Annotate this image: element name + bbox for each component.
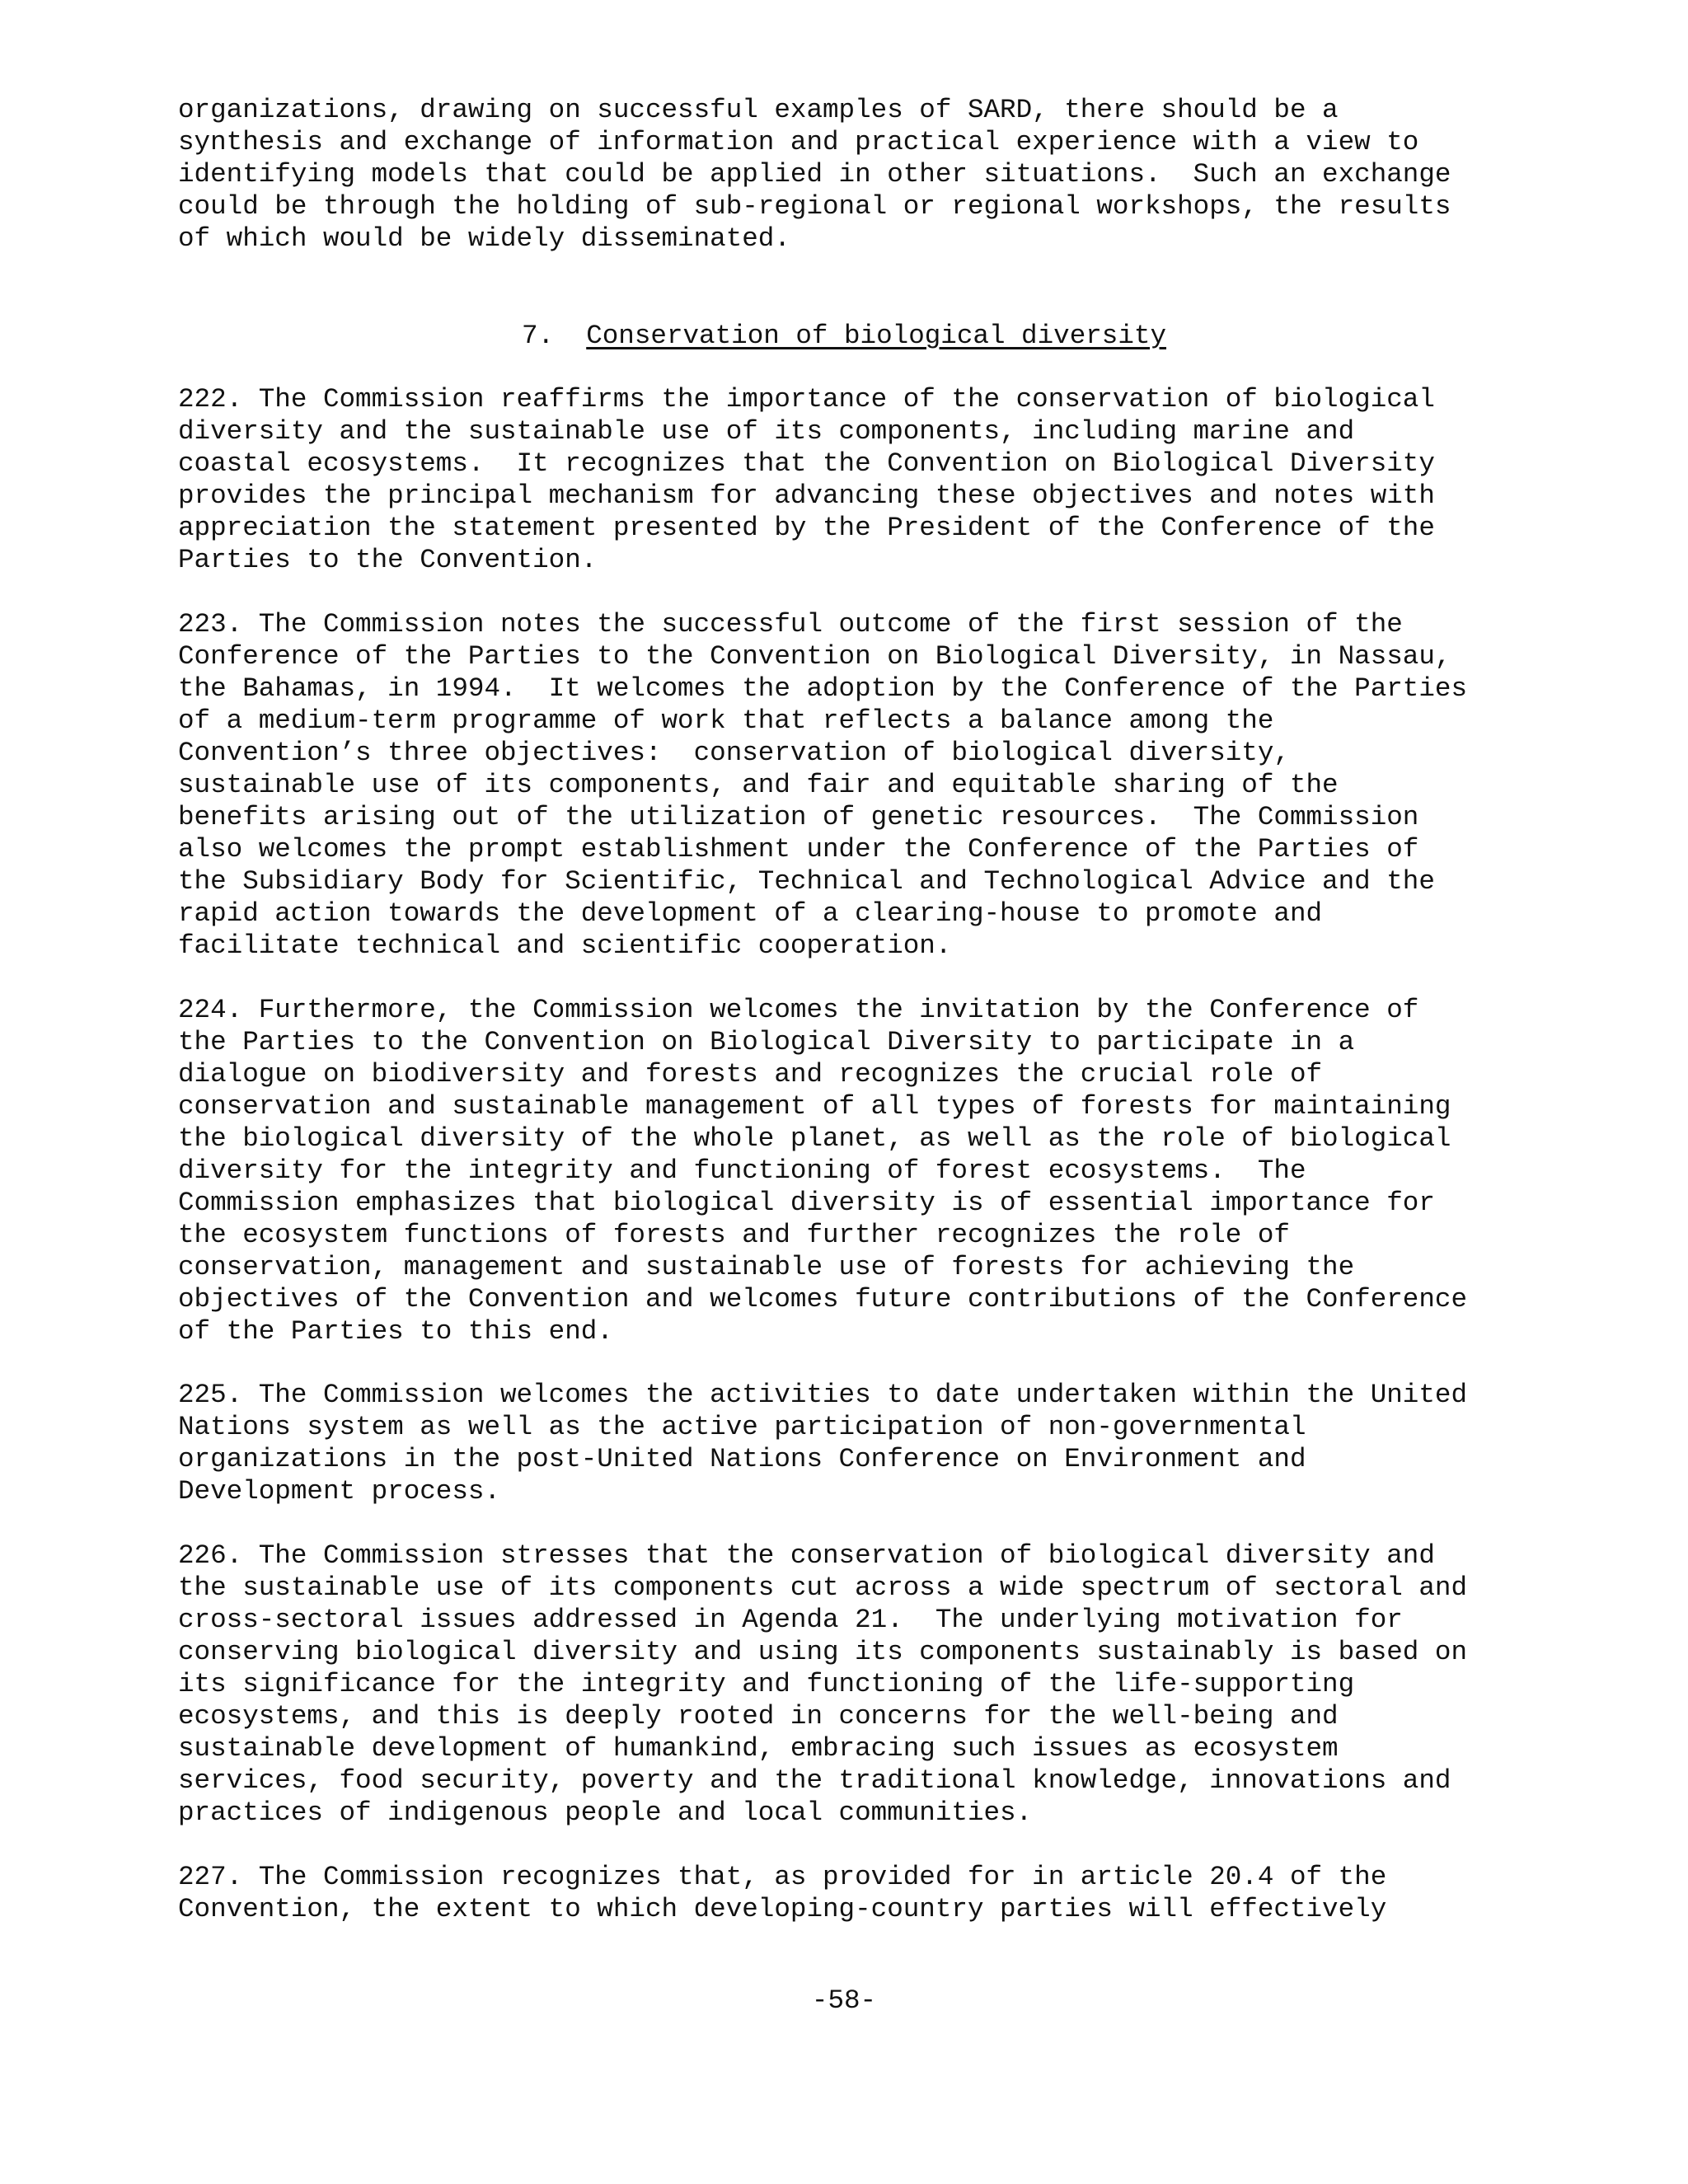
text-line: the biological diversity of the whole planet, as well as the role of biological bbox=[178, 1123, 1451, 1154]
text-line: the ecosystem functions of forests and further recognizes the role of bbox=[178, 1220, 1290, 1250]
page-number: -58- bbox=[811, 1985, 877, 2016]
text-line: provides the principal mechanism for advancing these objectives and notes with bbox=[178, 480, 1435, 511]
paragraph-224 bbox=[178, 994, 1662, 1347]
text-line: organizations in the post-United Nations Conference on Environment and bbox=[178, 1444, 1306, 1474]
text-line: Convention’s three objectives: conservation of biological diversity, bbox=[178, 738, 1290, 768]
text-line: conservation and sustainable management of all types of forests for maintaining bbox=[178, 1091, 1451, 1122]
text-line: organizations, drawing on successful examples of SARD, there should be a bbox=[178, 95, 1339, 125]
text-line: 223. The Commission notes the successful outcome of the first session of the bbox=[178, 609, 1403, 640]
paragraph-225 bbox=[178, 1379, 1662, 1507]
text-line: diversity and the sustainable use of its components, including marine and bbox=[178, 416, 1355, 447]
text-line: objectives of the Convention and welcomes future contributions of the Conference bbox=[178, 1284, 1468, 1315]
text-line: the Bahamas, in 1994. It welcomes the adoption by the Conference of the Parties bbox=[178, 673, 1468, 704]
text-line: facilitate technical and scientific cooperation. bbox=[178, 930, 952, 961]
text-line: 224. Furthermore, the Commission welcomes the invitation by the Conference of bbox=[178, 995, 1419, 1025]
text-line: conserving biological diversity and using its components sustainably is based on bbox=[178, 1637, 1468, 1667]
paragraph-226 bbox=[178, 1540, 1662, 1829]
paragraph-227 bbox=[178, 1861, 1662, 1925]
text-line: Commission emphasizes that biological diversity is of essential importance for bbox=[178, 1188, 1435, 1218]
text-line: Convention, the extent to which developing-country parties will effectively bbox=[178, 1894, 1387, 1924]
text-line: 222. The Commission reaffirms the importance of the conservation of biological bbox=[178, 384, 1435, 415]
section-number: 7. bbox=[521, 321, 555, 351]
text-line: cross-sectoral issues addressed in Agenda 21. The underlying motivation for bbox=[178, 1605, 1403, 1635]
text-line: of a medium-term programme of work that reflects a balance among the bbox=[178, 705, 1274, 736]
text-line: of which would be widely disseminated. bbox=[178, 223, 790, 254]
text-line: the Subsidiary Body for Scientific, Technical and Technological Advice and the bbox=[178, 866, 1435, 897]
section-title: Conservation of biological diversity bbox=[586, 321, 1167, 351]
text-line: Development process. bbox=[178, 1476, 501, 1507]
text-line: its significance for the integrity and functioning of the life-supporting bbox=[178, 1669, 1355, 1699]
text-line: could be through the holding of sub-regional or regional workshops, the results bbox=[178, 191, 1451, 222]
text-line: Conference of the Parties to the Convention on Biological Diversity, in Nassau, bbox=[178, 641, 1451, 672]
text-line: Nations system as well as the active participation of non-governmental bbox=[178, 1412, 1306, 1442]
text-line: 225. The Commission welcomes the activities to date undertaken within the United bbox=[178, 1380, 1468, 1410]
text-line: identifying models that could be applied in other situations. Such an exchange bbox=[178, 159, 1451, 190]
text-line: 226. The Commission stresses that the conservation of biological diversity and bbox=[178, 1540, 1435, 1571]
text-line: 227. The Commission recognizes that, as provided for in article 20.4 of the bbox=[178, 1862, 1387, 1892]
paragraph-222 bbox=[178, 383, 1662, 576]
text-line: sustainable development of humankind, embracing such issues as ecosystem bbox=[178, 1733, 1339, 1764]
paragraph-223 bbox=[178, 608, 1662, 962]
text-line: diversity for the integrity and functioning of forest ecosystems. The bbox=[178, 1155, 1306, 1186]
text-line: benefits arising out of the utilization of genetic resources. The Commission bbox=[178, 802, 1419, 832]
text-line: coastal ecosystems. It recognizes that the Convention on Biological Diversity bbox=[178, 448, 1435, 479]
text-line: services, food security, poverty and the traditional knowledge, innovations and bbox=[178, 1765, 1451, 1796]
text-line: synthesis and exchange of information and practical experience with a view to bbox=[178, 127, 1419, 157]
text-line: sustainable use of its components, and fair and equitable sharing of the bbox=[178, 770, 1339, 800]
intro-paragraph bbox=[178, 94, 1662, 255]
text-line: practices of indigenous people and local communities. bbox=[178, 1797, 1033, 1828]
text-line: the sustainable use of its components cut across a wide spectrum of sectoral and bbox=[178, 1572, 1468, 1603]
text-line: conservation, management and sustainable use of forests for achieving the bbox=[178, 1252, 1355, 1282]
text-line: of the Parties to this end. bbox=[178, 1316, 613, 1347]
text-line: also welcomes the prompt establishment under the Conference of the Parties of bbox=[178, 834, 1419, 865]
text-line: Parties to the Convention. bbox=[178, 545, 598, 575]
text-line: the Parties to the Convention on Biological Diversity to participate in a bbox=[178, 1027, 1355, 1057]
text-line: rapid action towards the development of a clearing-house to promote and bbox=[178, 898, 1323, 929]
text-line: appreciation the statement presented by the President of the Conference of the bbox=[178, 513, 1435, 543]
text-line: dialogue on biodiversity and forests and recognizes the crucial role of bbox=[178, 1059, 1323, 1090]
text-line: ecosystems, and this is deeply rooted in concerns for the well-being and bbox=[178, 1701, 1339, 1732]
section-heading bbox=[0, 320, 1688, 352]
